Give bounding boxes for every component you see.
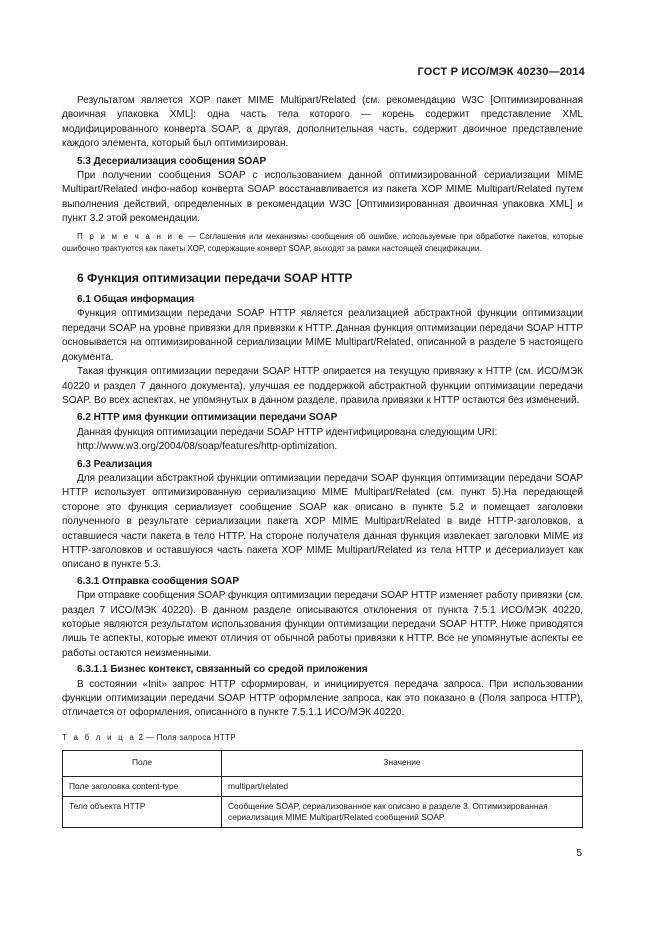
table-row [63, 777, 583, 797]
table-header-value: Значение [222, 751, 583, 777]
table-caption-title: 2 — Поля запроса HTTP [136, 732, 236, 742]
table-caption [62, 731, 583, 745]
http-request-fields-table [62, 750, 583, 828]
note-label: П р и м е ч а н и е [77, 231, 185, 241]
section-5-3-text: При получении сообщения SOAP с использованием данной оптимизированной сериализации MIME Multipart/Related инфо-набор конверта SOAP восстанавливается из пакета XOP MIME Multipart/Related путем выполнения действий, определенных в рекомендации W3C [Оптимизированная двоичная упаковка XML] и пункт 3.2 этой рекомендации. [62, 170, 583, 225]
note-paragraph [62, 231, 583, 255]
feature-uri: http://www.w3.org/2004/08/soap/features/http-optimization. [77, 441, 338, 453]
running-header: ГОСТ Р ИСО/МЭК 40230—2014 [417, 66, 585, 78]
table-caption-label: Т а б л и ц а [62, 732, 137, 742]
table-cell: multipart/related [222, 777, 583, 797]
page-body [62, 94, 583, 828]
section-6-3-1-1-text: В состоянии «Init» запрос HTTP сформирован, и инициируется передача запроса. При использовании функции оптимизации передачи SOAP HTTP оформление запроса, как это показано в (Поля запроса HTTP), отличается от оформления, описанного в пункте 7.5.1.1 ИСО/МЭК 40220. [62, 678, 583, 719]
table-cell: Сообщение SOAP, сериализованное как описано в разделе 3. Оптимизированная сериализация MIME Multipart/Related сообщений SOAP [222, 797, 583, 828]
table-row [63, 797, 583, 828]
table-cell: Тело объекта HTTP [63, 797, 222, 828]
note-text: — Соглашения или механизмы сообщения об ошибке, используемые при обработке пакетов, которые ошибочно трактуются как пакеты XOP, содержащие конверт SOAP, выходят за рамки настоящей спецификации. [62, 231, 583, 253]
section-6-1-heading: 6.1 Общая информация [77, 294, 195, 306]
table-header-row [63, 751, 583, 777]
section-6-2-heading: 6.2 HTTP имя функции оптимизации передачи SOAP [77, 412, 338, 424]
section-6-3-1-heading: 6.3.1 Отправка сообщения SOAP [77, 575, 239, 587]
section-6-1-para-1: Функция оптимизации передачи SOAP HTTP является реализацией абстрактной функции оптимизации передачи SOAP на уровне привязки для привязки к HTTP. Данная функция оптимизации передачи SOAP HTTP основывается на оптимизированной сериализации MIME Multipart/Related, описанной в разделе 5 настоящего документа. [62, 308, 583, 363]
section-6-heading: 6 Функция оптимизации передачи SOAP HTTP [77, 270, 353, 285]
intro-paragraph: Результатом является XOP пакет MIME Multipart/Related (см. рекомендацию W3C [Оптимизированная двоичная упаковка XML]: одна часть тела которого — корень содержит представление XML модифицированного конверта SOAP, а другая, дополнительная часть, содержит двоичное представление каждого элемента, который был оптимизирован. [62, 95, 583, 150]
table-header-field: Поле [63, 751, 222, 777]
section-5-3-heading: 5.3 Десериализация сообщения SOAP [77, 155, 267, 167]
page-number: 5 [576, 848, 582, 859]
section-6-3-text: Для реализации абстрактной функции оптимизации передачи SOAP функция оптимизации передачи SOAP HTTP использует оптимизированную сериализацию MIME Multipart/Related (см. пункт 5).На передающей стороне это функция сериализует сообщение SOAP как описано в пункте 5.2 и помещает заголовки полученного в результате сериализации пакета XOP MIME Multipart/Related в виде HTTP-заголовков, а оставшиеся части пакета в тело HTTP. На стороне получателя данная функция извлекает заголовки MIME из HTTP-заголовков и оставшуюся часть пакета XOP MIME Multipart/Related из тела HTTP и десериализует как описано в пункте 5.3. [62, 472, 583, 571]
table-cell: Поле заголовка content-type [63, 777, 222, 797]
section-6-1-para-2: Такая функция оптимизации передачи SOAP HTTP опирается на текущую привязку к HTTP (см. ИСО/МЭК 40220 и раздел 7 данного документа), улучшая ее поддержкой абстрактной функции оптимизации передачи SOAP. Во всех аспектах, не упомянутых в данном разделе, правила привязки к HTTP остаются без изменений. [62, 366, 583, 406]
section-6-2-text: Данная функция оптимизации передачи SOAP HTTP идентифицирована следующим URI: [77, 426, 498, 438]
section-6-3-heading: 6.3 Реализация [77, 458, 153, 470]
section-6-3-1-text: При отправке сообщения SOAP функция оптимизации передачи SOAP HTTP изменяет работу привязки (см. раздел 7 ИСО/МЭК 40220). В данном разделе описываются отклонения от пункта 7.5.1 ИСО/МЭК 40220, которые являются результатом использования функции оптимизации передачи SOAP HTTP. Ниже приводятся лишь те аспекты, которые имеют отличия от обычной работы привязки к HTTP. Все не упомянутые аспекты ее работы остаются неизменными. [62, 590, 583, 659]
section-6-3-1-1-heading: 6.3.1.1 Бизнес контекст, связанный со средой приложения [77, 664, 368, 676]
